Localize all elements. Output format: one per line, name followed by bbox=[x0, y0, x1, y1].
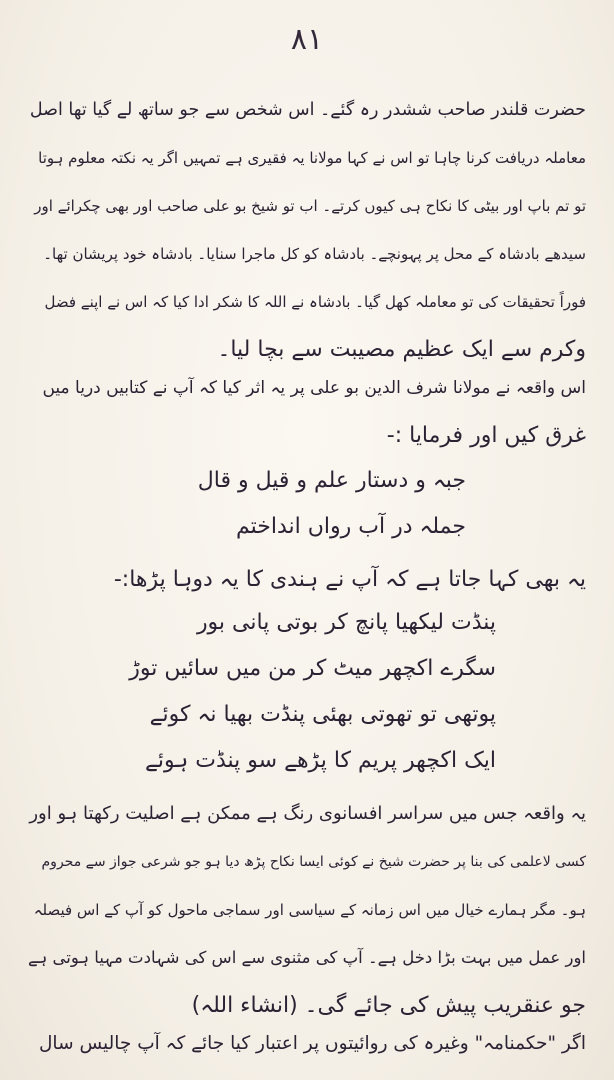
page-number: ۸۱ bbox=[290, 22, 324, 57]
verse-line: ایک اکچھر پریم کا پڑھے سو پنڈت ہوئے bbox=[145, 748, 496, 773]
verse-line: جملہ در آب رواں انداختم bbox=[235, 514, 466, 539]
verse-line: پنڈت لیکھیا پانچ کر بوتی پانی بور bbox=[196, 610, 496, 635]
text-line: یہ بھی کہا جاتا ہے کہ آپ نے ہندی کا یہ دوہا پڑھا:- bbox=[113, 567, 586, 592]
verse-line: سگرے اکچھر میٹ کر من میں سائیں توڑ bbox=[129, 656, 496, 681]
doha-intro bbox=[28, 556, 586, 604]
text-line: اگر "حکمنامہ" وغیرہ کی روائیتوں پر اعتبار کیا جائے کہ آپ چالیس سال bbox=[38, 1033, 586, 1054]
text-line: اس واقعہ نے مولانا شرف الدین بو علی پر یہ اثر کیا کہ آپ نے کتابیں دریا میں bbox=[42, 378, 586, 398]
paragraph-3 bbox=[28, 790, 586, 1030]
text-line: حضرت قلندر صاحب ششدر رہ گئے۔ اس شخص سے جو ساتھ لے گیا تھا اصل bbox=[29, 100, 586, 120]
text-line: یہ واقعہ جس میں سراسر افسانوی رنگ ہے ممکن ہے اصلیت رکھتا ہو اور bbox=[29, 803, 586, 824]
text-line: سیدھے بادشاہ کے محل پر پہونچے۔ بادشاہ کو کل ماجرا سنایا۔ بادشاہ خود پریشان تھا۔ bbox=[43, 245, 586, 263]
paragraph-1 bbox=[28, 86, 586, 374]
text-line: تو تم باپ اور بیٹی کا نکاح ہی کیوں کرتے۔ اب تو شیخ بو علی صاحب اور بھی چکرائے اور bbox=[34, 197, 586, 215]
text-line: وکرم سے ایک عظیم مصیبت سے بچا لیا۔ bbox=[217, 337, 586, 362]
verse-line: پوتھی تو تھوتی بھئی پنڈت بھیا نہ کوئے bbox=[149, 702, 496, 727]
hindi-doha bbox=[28, 600, 586, 784]
text-line: فوراً تحقیقات کی تو معاملہ کھل گیا۔ بادشاہ نے اللہ کا شکر ادا کیا کہ اس نے اپنے فضل bbox=[44, 293, 586, 311]
persian-verse bbox=[28, 458, 586, 550]
text-line: اور عمل میں بہت بڑا دخل ہے۔ آپ کی مثنوی سے اس کی شہادت مہیا ہوتی ہے bbox=[27, 948, 586, 967]
paragraph-2 bbox=[28, 364, 586, 460]
text-line: غرق کیں اور فرمایا :- bbox=[386, 423, 586, 448]
paragraph-4 bbox=[28, 1020, 586, 1068]
text-line: ہو۔ مگر ہمارے خیال میں اس زمانہ کے سیاسی اور سماجی ماحول کو آپ کے اس فیصلہ bbox=[33, 901, 586, 919]
verse-line: جبہ و دستار علم و قیل و قال bbox=[197, 468, 466, 493]
text-line: جو عنقریب پیش کی جائے گی۔ (انشاء اللہ) bbox=[191, 993, 586, 1018]
text-line: معاملہ دریافت کرنا چاہا تو اس نے کہا مولانا یہ فقیری ہے تمہیں اگر یہ نکتہ معلوم ہوتا bbox=[38, 149, 586, 167]
text-line: کسی لاعلمی کی بنا پر حضرت شیخ نے کوئی ایسا نکاح پڑھ دیا ہو جو شرعی جواز سے محروم bbox=[41, 854, 586, 870]
